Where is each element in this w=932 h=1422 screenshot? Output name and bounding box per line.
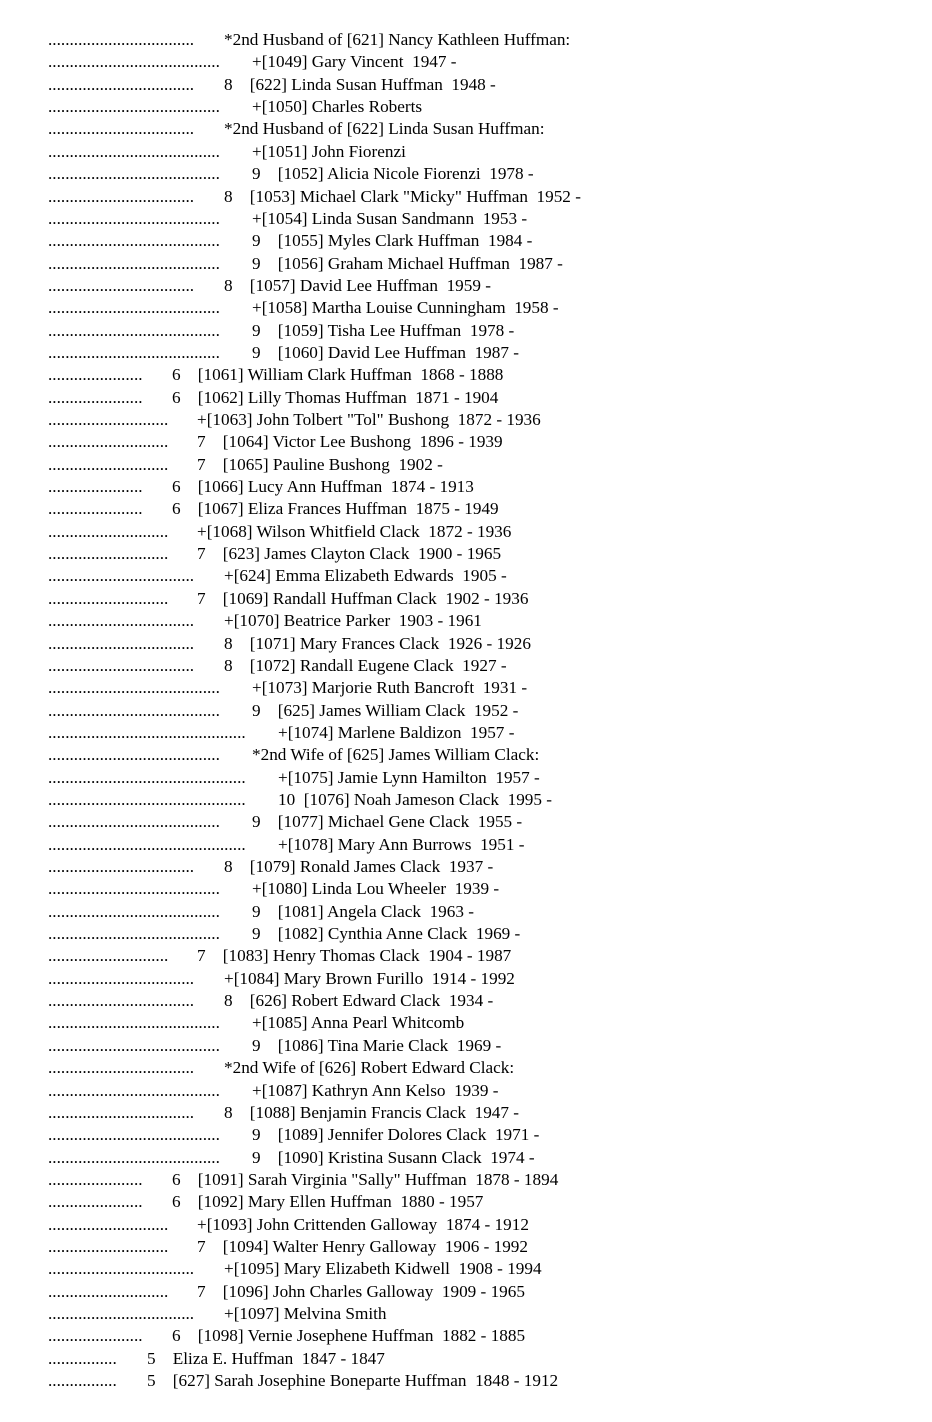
- genealogy-entry: [48, 297, 559, 319]
- entry-text: +[1080] Linda Lou Wheeler 1939 -: [252, 879, 500, 899]
- entry-text: 8 [626] Robert Edward Clack 1934 -: [224, 991, 494, 1011]
- genealogy-entry: [48, 834, 525, 856]
- genealogy-entry: [48, 454, 443, 476]
- entry-text: *2nd Husband of [622] Linda Susan Huffman:: [224, 119, 545, 139]
- entry-text: 9 [1056] Graham Michael Huffman 1987 -: [252, 253, 563, 273]
- entry-text: 9 [1089] Jennifer Dolores Clack 1971 -: [252, 1125, 540, 1145]
- genealogy-entry: [48, 968, 515, 990]
- leader-dots: ............................: [48, 432, 169, 452]
- genealogy-entry: [48, 901, 474, 923]
- genealogy-entry: [48, 409, 541, 431]
- genealogy-entry: [48, 588, 529, 610]
- entry-text: +[1075] Jamie Lynn Hamilton 1957 -: [278, 767, 540, 787]
- leader-dots: ..................................: [48, 566, 195, 586]
- entry-text: 6 [1061] William Clark Huffman 1868 - 1888: [172, 365, 504, 385]
- leader-dots: ......................: [48, 499, 143, 519]
- leader-dots: ..................................: [48, 633, 195, 653]
- entry-text: 7 [623] James Clayton Clack 1900 - 1965: [197, 544, 502, 564]
- entry-text: +[1073] Marjorie Ruth Bancroft 1931 -: [252, 678, 528, 698]
- entry-text: 6 [1066] Lucy Ann Huffman 1874 - 1913: [172, 477, 474, 496]
- leader-dots: ........................................: [48, 231, 220, 251]
- leader-dots: ......................: [48, 387, 143, 407]
- entry-text: 8 [1057] David Lee Huffman 1959 -: [224, 275, 491, 295]
- leader-dots: ............................: [48, 544, 169, 564]
- entry-text: 8 [1079] Ronald James Clack 1937 -: [224, 857, 494, 876]
- genealogy-entry: [48, 230, 533, 252]
- genealogy-entry: [48, 96, 423, 118]
- genealogy-entry: [48, 789, 552, 811]
- genealogy-entry: [48, 163, 534, 185]
- genealogy-entry: [48, 186, 581, 208]
- entry-text: 6 [1098] Vernie Josephene Huffman 1882 - 1885: [172, 1326, 526, 1346]
- leader-dots: ..............................................: [48, 789, 246, 809]
- leader-dots: ..................................: [48, 611, 195, 631]
- entry-text: 5 [627] Sarah Josephine Boneparte Huffman 1848 - 1912: [147, 1371, 559, 1390]
- genealogy-entry: [48, 1147, 535, 1169]
- leader-dots: ............................: [48, 1236, 169, 1256]
- genealogy-entry: [48, 1348, 385, 1370]
- genealogy-entry: [48, 1169, 559, 1191]
- leader-dots: ................: [48, 1348, 117, 1368]
- leader-dots: ..................................: [48, 991, 195, 1011]
- entry-text: 6 [1062] Lilly Thomas Huffman 1871 - 1904: [172, 387, 499, 407]
- leader-dots: ............................: [48, 588, 169, 608]
- entry-text: +[1078] Mary Ann Burrows 1951 -: [278, 834, 525, 854]
- leader-dots: ........................................: [48, 253, 220, 273]
- genealogy-entry: [48, 610, 482, 632]
- entry-text: +[1085] Anna Pearl Whitcomb: [252, 1013, 465, 1033]
- genealogy-entry: [48, 767, 540, 789]
- leader-dots: ........................................: [48, 879, 220, 899]
- genealogy-entry: [48, 1214, 529, 1236]
- leader-dots: ..............................................: [48, 834, 246, 854]
- leader-dots: ............................: [48, 521, 169, 541]
- genealogy-entry: [48, 744, 540, 766]
- entry-text: 7 [1069] Randall Huffman Clack 1902 - 1936: [197, 588, 529, 608]
- genealogy-entry: [48, 1057, 515, 1079]
- entry-text: +[1095] Mary Elizabeth Kidwell 1908 - 1994: [224, 1259, 542, 1279]
- leader-dots: ......................: [48, 365, 143, 385]
- entry-text: 7 [1083] Henry Thomas Clack 1904 - 1987: [197, 946, 512, 966]
- leader-dots: ..............................................: [48, 722, 246, 742]
- leader-dots: ........................................: [48, 901, 220, 921]
- leader-dots: ........................................: [48, 52, 220, 72]
- entry-text: 6 [1092] Mary Ellen Huffman 1880 - 1957: [172, 1192, 484, 1212]
- leader-dots: ......................: [48, 1169, 143, 1189]
- entry-text: +[1051] John Fiorenzi: [252, 141, 406, 161]
- leader-dots: ........................................: [48, 298, 220, 318]
- genealogy-entry: [48, 275, 491, 297]
- entry-text: *2nd Wife of [625] James William Clack:: [252, 745, 540, 765]
- leader-dots: ............................: [48, 946, 169, 966]
- genealogy-entry: [48, 1124, 540, 1146]
- leader-dots: ..................................: [48, 1304, 195, 1323]
- genealogy-entry: [48, 141, 406, 163]
- genealogy-entry: [48, 878, 500, 900]
- leader-dots: ..................................: [48, 655, 195, 675]
- genealogy-entry: [48, 945, 512, 967]
- genealogy-entry: [48, 990, 494, 1012]
- entry-text: 9 [1082] Cynthia Anne Clack 1969 -: [252, 924, 521, 943]
- genealogy-entry: [48, 74, 496, 96]
- leader-dots: ..................................: [48, 275, 195, 295]
- entry-text: +[1087] Kathryn Ann Kelso 1939 -: [252, 1080, 499, 1100]
- entry-text: +[1068] Wilson Whitfield Clack 1872 - 1936: [197, 521, 512, 541]
- leader-dots: ........................................: [48, 678, 220, 698]
- entry-text: 6 [1067] Eliza Frances Huffman 1875 - 1949: [172, 499, 499, 519]
- genealogy-entry: [48, 1258, 542, 1280]
- genealogy-entry: [48, 1012, 465, 1034]
- leader-dots: ........................................: [48, 924, 220, 943]
- entry-text: +[1058] Martha Louise Cunningham 1958 -: [252, 298, 559, 318]
- genealogy-entry: [48, 208, 528, 230]
- entry-text: 7 [1065] Pauline Bushong 1902 -: [197, 454, 443, 474]
- leader-dots: ......................: [48, 1192, 143, 1212]
- leader-dots: ............................: [48, 454, 169, 474]
- leader-dots: ..................................: [48, 968, 195, 988]
- genealogy-entry: [48, 1370, 559, 1392]
- genealogy-entry: [48, 923, 521, 945]
- genealogy-entry: [48, 320, 515, 342]
- leader-dots: ..................................: [48, 30, 195, 49]
- leader-dots: ........................................: [48, 1080, 220, 1100]
- genealogy-entry: [48, 700, 519, 722]
- entry-text: +[1097] Melvina Smith: [224, 1304, 387, 1323]
- leader-dots: ................: [48, 1371, 117, 1390]
- entry-text: +[1084] Mary Brown Furillo 1914 - 1992: [224, 968, 515, 988]
- entry-text: 9 [1060] David Lee Huffman 1987 -: [252, 342, 519, 362]
- leader-dots: ..............................................: [48, 767, 246, 787]
- leader-dots: ........................................: [48, 812, 220, 832]
- genealogy-entry: [48, 1303, 387, 1325]
- leader-dots: ..................................: [48, 857, 195, 876]
- leader-dots: ..................................: [48, 74, 195, 94]
- genealogy-entry: [48, 655, 507, 677]
- leader-dots: ............................: [48, 410, 169, 429]
- genealogy-entry: [48, 1080, 499, 1102]
- leader-dots: ........................................: [48, 1013, 220, 1033]
- genealogy-entry: [48, 51, 457, 73]
- entry-text: 8 [1088] Benjamin Francis Clack 1947 -: [224, 1102, 519, 1122]
- entry-text: 9 [1059] Tisha Lee Huffman 1978 -: [252, 320, 515, 340]
- entry-text: 8 [1071] Mary Frances Clack 1926 - 1926: [224, 633, 531, 653]
- leader-dots: ........................................: [48, 208, 220, 228]
- genealogy-entry: [48, 387, 499, 409]
- entry-text: 7 [1096] John Charles Galloway 1909 - 1965: [197, 1281, 525, 1301]
- leader-dots: ........................................: [48, 1035, 220, 1055]
- entry-text: 9 [1052] Alicia Nicole Fiorenzi 1978 -: [252, 164, 534, 184]
- entry-text: +[1049] Gary Vincent 1947 -: [252, 52, 457, 72]
- entry-text: 9 [1081] Angela Clack 1963 -: [252, 901, 474, 921]
- entry-text: 6 [1091] Sarah Virginia "Sally" Huffman 1878 - 1894: [172, 1169, 559, 1189]
- genealogy-entry: [48, 1035, 502, 1057]
- leader-dots: ........................................: [48, 1125, 220, 1145]
- genealogy-entry: [48, 498, 499, 520]
- entry-text: +[624] Emma Elizabeth Edwards 1905 -: [224, 566, 507, 586]
- leader-dots: ......................: [48, 1326, 143, 1346]
- genealogy-entry: [48, 364, 504, 386]
- leader-dots: ........................................: [48, 320, 220, 340]
- genealogy-entry: [48, 722, 515, 744]
- leader-dots: ............................: [48, 1214, 169, 1234]
- entry-text: +[1054] Linda Susan Sandmann 1953 -: [252, 208, 528, 228]
- genealogy-entry: [48, 1281, 525, 1303]
- entry-text: +[1074] Marlene Baldizon 1957 -: [278, 722, 515, 742]
- genealogy-entry: [48, 1102, 519, 1124]
- entry-text: +[1093] John Crittenden Galloway 1874 - 1912: [197, 1214, 529, 1234]
- leader-dots: ......................: [48, 477, 143, 496]
- leader-dots: ........................................: [48, 342, 220, 362]
- leader-dots: ..................................: [48, 186, 195, 206]
- leader-dots: ............................: [48, 1281, 169, 1301]
- leader-dots: ..................................: [48, 1102, 195, 1122]
- leader-dots: ..................................: [48, 1058, 195, 1078]
- leader-dots: ..................................: [48, 119, 195, 139]
- genealogy-entry: [48, 342, 519, 364]
- genealogy-entry: [48, 118, 545, 140]
- genealogy-entry: [48, 543, 502, 565]
- entry-text: 9 [1077] Michael Gene Clack 1955 -: [252, 812, 523, 832]
- leader-dots: ........................................: [48, 97, 220, 117]
- entry-text: 9 [1090] Kristina Susann Clack 1974 -: [252, 1147, 535, 1167]
- entry-text: 9 [1055] Myles Clark Huffman 1984 -: [252, 231, 533, 251]
- leader-dots: ........................................: [48, 745, 220, 765]
- genealogy-entry: [48, 811, 523, 833]
- leader-dots: ........................................: [48, 700, 220, 720]
- entry-text: 10 [1076] Noah Jameson Clack 1995 -: [278, 789, 552, 809]
- genealogy-entry: [48, 521, 512, 543]
- genealogy-entry: [48, 633, 531, 655]
- entry-text: 5 Eliza E. Huffman 1847 - 1847: [147, 1348, 385, 1368]
- entry-text: +[1070] Beatrice Parker 1903 - 1961: [224, 611, 482, 631]
- genealogy-entry: [48, 856, 494, 878]
- genealogy-entry: [48, 253, 563, 275]
- entry-text: +[1063] John Tolbert "Tol" Bushong 1872 - 1936: [197, 410, 541, 429]
- genealogy-entry: [48, 476, 474, 498]
- entry-text: 8 [622] Linda Susan Huffman 1948 -: [224, 74, 496, 94]
- entry-text: 7 [1094] Walter Henry Galloway 1906 - 1992: [197, 1236, 528, 1256]
- entry-text: 9 [1086] Tina Marie Clack 1969 -: [252, 1035, 502, 1055]
- entry-text: +[1050] Charles Roberts: [252, 97, 423, 117]
- entry-text: 8 [1072] Randall Eugene Clack 1927 -: [224, 655, 507, 675]
- entry-text: 9 [625] James William Clack 1952 -: [252, 700, 519, 720]
- genealogy-entry: [48, 1191, 484, 1213]
- leader-dots: ........................................: [48, 164, 220, 184]
- leader-dots: ..................................: [48, 1259, 195, 1279]
- genealogy-entry: [48, 1236, 528, 1258]
- entry-text: *2nd Wife of [626] Robert Edward Clack:: [224, 1058, 515, 1078]
- genealogy-entry: [48, 29, 571, 51]
- genealogy-entry: [48, 431, 503, 453]
- genealogy-entry: [48, 1325, 526, 1347]
- leader-dots: ........................................: [48, 1147, 220, 1167]
- entry-text: 8 [1053] Michael Clark "Micky" Huffman 1952 -: [224, 186, 581, 206]
- genealogy-entry: [48, 677, 528, 699]
- entry-text: *2nd Husband of [621] Nancy Kathleen Huffman:: [224, 30, 571, 49]
- entry-text: 7 [1064] Victor Lee Bushong 1896 - 1939: [197, 432, 503, 452]
- genealogy-entry: [48, 565, 507, 587]
- leader-dots: ........................................: [48, 141, 220, 161]
